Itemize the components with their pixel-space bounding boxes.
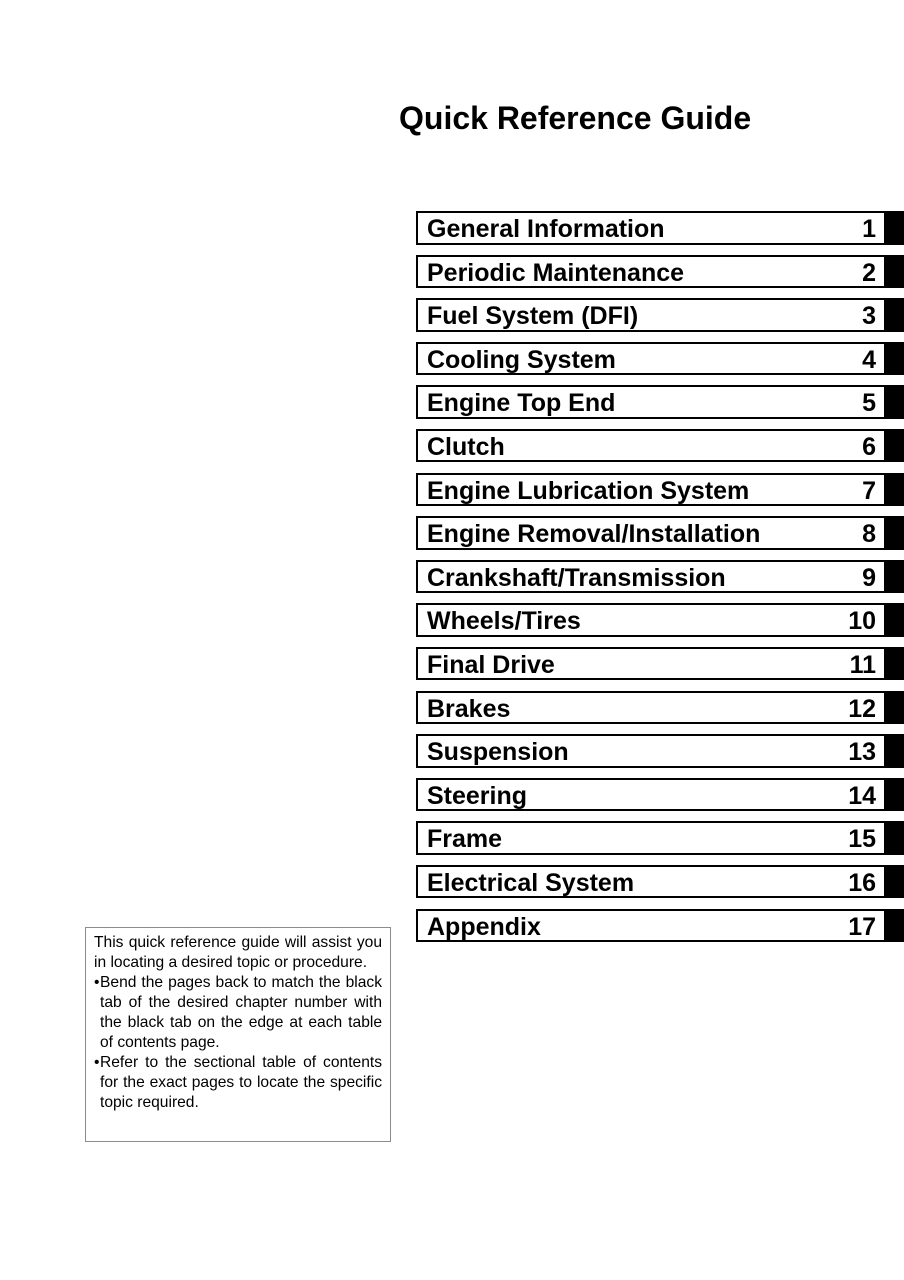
chapter-number: 5 xyxy=(862,389,876,418)
note-bullet xyxy=(94,1053,382,1113)
chapter-number: 15 xyxy=(848,825,876,854)
chapter-link-periodic-maintenance[interactable] xyxy=(416,255,886,289)
chapter-link-cooling-system[interactable] xyxy=(416,342,886,376)
chapter-number: 3 xyxy=(862,302,876,331)
black-tab xyxy=(886,909,904,943)
toc-row xyxy=(416,473,904,507)
toc-row xyxy=(416,865,904,899)
chapter-label: Engine Removal/Installation xyxy=(427,520,761,549)
chapter-label: General Information xyxy=(427,215,665,243)
chapter-link-appendix[interactable] xyxy=(416,909,886,943)
chapter-number: 17 xyxy=(848,912,876,941)
quick-reference-list xyxy=(416,211,904,952)
chapter-number: 12 xyxy=(848,694,876,723)
note-bullet-text: Bend the pages back to match the black tab of the desired chapter number with the black tab on the edge at each table of contents page. xyxy=(100,974,382,1051)
chapter-label: Appendix xyxy=(427,912,541,941)
chapter-number: 10 xyxy=(848,607,876,636)
toc-row xyxy=(416,647,904,681)
toc-row xyxy=(416,342,904,376)
toc-row xyxy=(416,821,904,855)
chapter-link-wheels-tires[interactable] xyxy=(416,603,886,637)
chapter-link-final-drive[interactable] xyxy=(416,647,886,681)
black-tab xyxy=(886,429,904,463)
chapter-label: Final Drive xyxy=(427,650,555,679)
chapter-number: 2 xyxy=(862,258,876,287)
note-bullet-text: Refer to the sectional table of contents for the exact pages to locate the specific topic required. xyxy=(100,1054,382,1111)
chapter-link-engine-lubrication-system[interactable] xyxy=(416,473,886,507)
chapter-label: Electrical System xyxy=(427,868,635,897)
chapter-label: Fuel System (DFI) xyxy=(427,302,639,331)
chapter-label: Steering xyxy=(427,781,528,810)
usage-note-box xyxy=(85,927,391,1142)
black-tab xyxy=(886,298,904,332)
chapter-label: Suspension xyxy=(427,738,569,767)
chapter-link-engine-top-end[interactable] xyxy=(416,385,886,419)
note-bullet xyxy=(94,973,382,1053)
chapter-label: Clutch xyxy=(427,432,505,461)
toc-row xyxy=(416,385,904,419)
black-tab xyxy=(886,778,904,812)
chapter-link-steering[interactable] xyxy=(416,778,886,812)
chapter-number: 8 xyxy=(862,520,876,549)
chapter-label: Engine Lubrication System xyxy=(427,476,750,505)
chapter-link-crankshaft-transmission[interactable] xyxy=(416,560,886,594)
toc-row xyxy=(416,298,904,332)
chapter-label: Cooling System xyxy=(427,345,616,374)
toc-row xyxy=(416,909,904,943)
chapter-link-brakes[interactable] xyxy=(416,691,886,725)
toc-row xyxy=(416,560,904,594)
toc-row xyxy=(416,429,904,463)
black-tab xyxy=(886,603,904,637)
chapter-link-suspension[interactable] xyxy=(416,734,886,768)
chapter-number: 13 xyxy=(848,738,876,767)
chapter-label: Wheels/Tires xyxy=(427,607,581,636)
black-tab xyxy=(886,342,904,376)
chapter-label: Crankshaft/Transmission xyxy=(427,563,726,592)
chapter-number: 9 xyxy=(862,563,876,592)
chapter-number: 11 xyxy=(849,650,876,679)
chapter-link-fuel-system[interactable] xyxy=(416,298,886,332)
chapter-number: 7 xyxy=(862,476,876,505)
toc-row xyxy=(416,603,904,637)
toc-row xyxy=(416,778,904,812)
black-tab xyxy=(886,385,904,419)
chapter-label: Brakes xyxy=(427,694,511,723)
chapter-number: 6 xyxy=(862,432,876,461)
chapter-number: 4 xyxy=(862,345,876,374)
toc-row xyxy=(416,255,904,289)
chapter-label: Engine Top End xyxy=(427,389,616,418)
chapter-link-general-information[interactable] xyxy=(416,211,886,245)
black-tab xyxy=(886,560,904,594)
toc-row xyxy=(416,211,904,245)
toc-row xyxy=(416,691,904,725)
black-tab xyxy=(886,473,904,507)
page-title: Quick Reference Guide xyxy=(399,100,752,136)
chapter-number: 14 xyxy=(848,781,876,810)
chapter-link-electrical-system[interactable] xyxy=(416,865,886,899)
chapter-link-engine-removal-installation[interactable] xyxy=(416,516,886,550)
chapter-label: Periodic Maintenance xyxy=(427,258,685,287)
bullet-icon: • xyxy=(94,974,100,991)
bullet-icon: • xyxy=(94,1054,100,1071)
black-tab xyxy=(886,211,904,245)
chapter-label: Frame xyxy=(427,825,503,854)
black-tab xyxy=(886,865,904,899)
chapter-number: 1 xyxy=(862,215,876,243)
chapter-number: 16 xyxy=(848,868,876,897)
chapter-link-clutch[interactable] xyxy=(416,429,886,463)
toc-row xyxy=(416,734,904,768)
toc-row xyxy=(416,516,904,550)
note-intro: This quick reference guide will assist you in locating a desired topic or procedure. xyxy=(94,934,382,971)
black-tab xyxy=(886,516,904,550)
black-tab xyxy=(886,734,904,768)
black-tab xyxy=(886,255,904,289)
black-tab xyxy=(886,691,904,725)
chapter-link-frame[interactable] xyxy=(416,821,886,855)
black-tab xyxy=(886,821,904,855)
black-tab xyxy=(886,647,904,681)
